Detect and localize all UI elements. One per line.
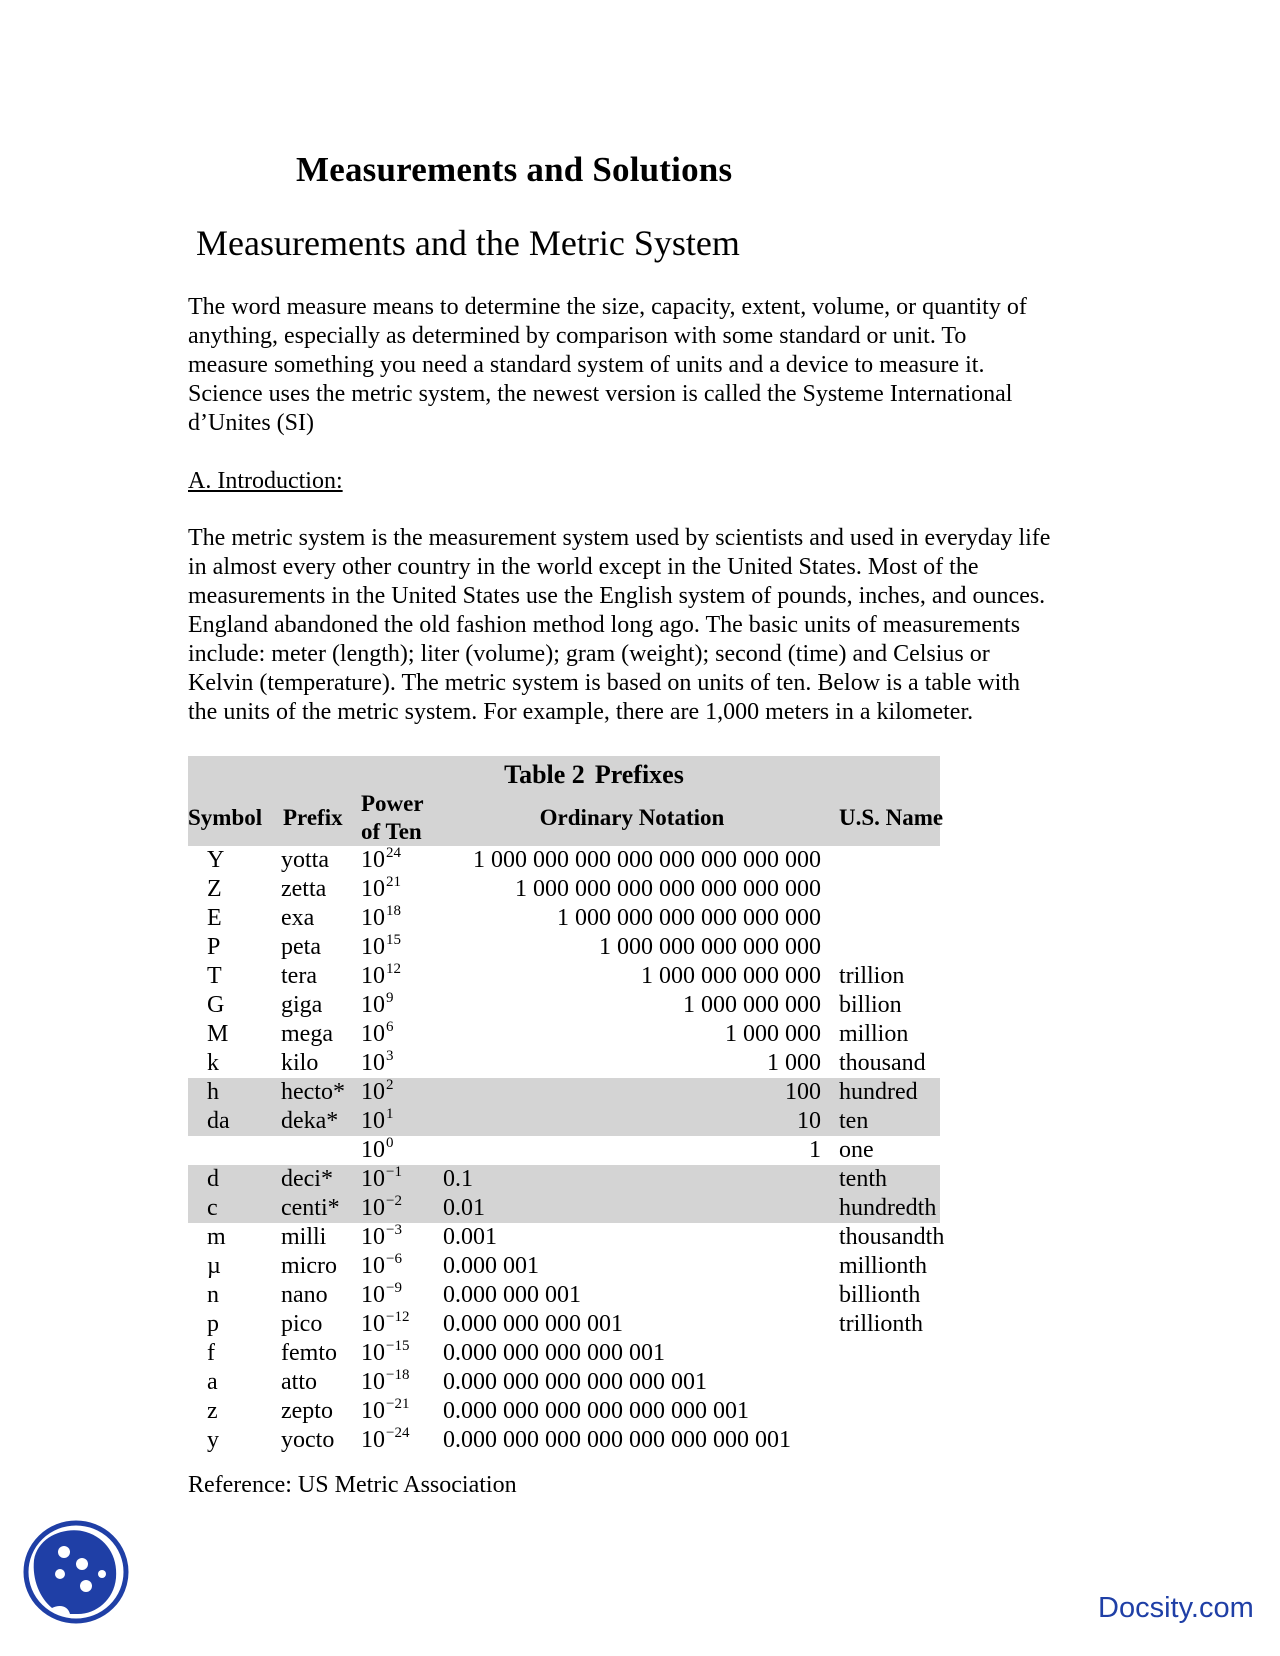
cell-us-name: trillion <box>839 963 905 989</box>
table-row <box>188 1339 940 1368</box>
table-row <box>188 1020 940 1049</box>
cell-power <box>361 875 443 904</box>
cell-ordinary: 0.1 <box>443 1166 473 1192</box>
power-exponent: −21 <box>386 1396 410 1412</box>
cell-us-name: tenth <box>839 1166 887 1192</box>
power-base: 10 <box>361 905 385 931</box>
power-exponent: 0 <box>386 1135 394 1151</box>
docsity-logo-icon <box>20 1516 132 1628</box>
table-row <box>188 875 940 904</box>
cell-symbol: M <box>207 1021 229 1047</box>
power-exponent: 3 <box>386 1048 394 1064</box>
section-line: include: meter (length); liter (volume); gram (weight); second (time) and Celsius or <box>188 641 990 667</box>
cell-power <box>361 1310 443 1339</box>
cell-prefix: yocto <box>281 1427 335 1453</box>
cell-power <box>361 1252 443 1281</box>
cell-prefix: peta <box>281 934 321 960</box>
cell-symbol: k <box>207 1050 219 1076</box>
cell-symbol: f <box>207 1340 215 1366</box>
cell-ordinary: 1 000 <box>767 1050 821 1076</box>
power-exponent: 6 <box>386 1019 394 1035</box>
power-exponent: 9 <box>386 990 394 1006</box>
cell-symbol: µ <box>207 1253 221 1279</box>
power-exponent: −12 <box>386 1309 410 1325</box>
power-exponent: −2 <box>386 1193 402 1209</box>
cell-symbol: da <box>207 1108 230 1134</box>
cell-us-name: trillionth <box>839 1311 923 1337</box>
table-row <box>188 904 940 933</box>
power-base: 10 <box>361 1021 385 1047</box>
table-row <box>188 962 940 991</box>
power-exponent: −18 <box>386 1367 410 1383</box>
power-base: 10 <box>361 1427 385 1453</box>
cell-prefix: tera <box>281 963 317 989</box>
section-line: The metric system is the measurement system used by scientists and used in everyday life <box>188 525 1051 551</box>
page-subtitle: Measurements and the Metric System <box>196 223 740 263</box>
header-power-line2: of Ten <box>361 819 422 844</box>
cell-power <box>361 1194 443 1223</box>
cell-us-name <box>821 875 940 904</box>
cell-ordinary: 1 000 000 000 000 000 000 000 000 <box>473 847 821 873</box>
power-exponent: −1 <box>386 1164 402 1180</box>
power-base: 10 <box>361 1224 385 1250</box>
cell-prefix: femto <box>281 1340 337 1366</box>
table-body <box>188 845 945 1455</box>
power-exponent: 21 <box>386 874 401 890</box>
cell-ordinary: 1 000 000 000 000 000 000 <box>557 905 821 931</box>
power-base: 10 <box>361 1369 385 1395</box>
cell-ordinary: 0.000 000 000 001 <box>443 1311 623 1337</box>
cell-power <box>361 1165 443 1194</box>
cell-ordinary: 0.000 000 000 000 000 001 <box>443 1369 707 1395</box>
cell-us-name <box>821 904 940 933</box>
cell-power <box>361 1426 443 1455</box>
table-row <box>188 1426 940 1455</box>
power-base: 10 <box>361 1398 385 1424</box>
cell-symbol: G <box>207 992 225 1018</box>
cell-symbol: T <box>207 963 222 989</box>
page-title: Measurements and Solutions <box>296 150 733 189</box>
power-base: 10 <box>361 1282 385 1308</box>
intro-paragraph <box>188 293 1027 438</box>
cell-us-name <box>821 1426 940 1455</box>
cell-power <box>361 1049 443 1078</box>
cell-us-name: billionth <box>839 1282 921 1308</box>
cell-us-name: million <box>839 1021 909 1047</box>
table-row <box>188 1107 940 1136</box>
power-exponent: 24 <box>386 845 401 861</box>
power-exponent: 15 <box>386 932 401 948</box>
table-row <box>188 1252 940 1281</box>
power-base: 10 <box>361 1137 385 1163</box>
cell-power <box>361 846 443 875</box>
table-row <box>188 1222 945 1252</box>
cell-power <box>361 991 443 1020</box>
section-line: in almost every other country in the world except in the United States. Most of the <box>188 554 979 580</box>
power-exponent: −9 <box>386 1280 402 1296</box>
cell-prefix: mega <box>281 1021 333 1047</box>
cell-ordinary: 1 000 000 000 000 <box>641 963 821 989</box>
power-base: 10 <box>361 847 385 873</box>
cell-us-name: hundredth <box>839 1195 937 1221</box>
cell-ordinary: 1 000 000 000 000 000 000 000 <box>515 876 821 902</box>
power-base: 10 <box>361 1166 385 1192</box>
power-base: 10 <box>361 1253 385 1279</box>
cell-power <box>361 1281 443 1310</box>
cell-symbol: d <box>207 1166 219 1192</box>
power-exponent: −3 <box>386 1222 402 1238</box>
power-base: 10 <box>361 963 385 989</box>
cell-power <box>361 1107 443 1136</box>
section-paragraph <box>188 524 1050 727</box>
table-row <box>188 1310 940 1339</box>
cell-us-name: thousand <box>839 1050 926 1076</box>
cell-us-name: millionth <box>839 1253 928 1279</box>
cell-symbol: p <box>207 1311 219 1337</box>
table-row <box>188 1165 940 1194</box>
cell-symbol: m <box>207 1224 226 1250</box>
cell-ordinary: 0.000 000 000 000 001 <box>443 1340 665 1366</box>
cell-prefix: pico <box>281 1311 323 1337</box>
cell-power <box>361 1020 443 1049</box>
power-exponent: 12 <box>386 961 401 977</box>
power-base: 10 <box>361 876 385 902</box>
cell-ordinary: 100 <box>785 1079 821 1105</box>
cell-power <box>361 962 443 991</box>
cell-power <box>361 1078 443 1107</box>
docsity-brand-link[interactable]: Docsity.com <box>1098 1592 1254 1624</box>
cell-prefix <box>281 1136 361 1165</box>
table-row <box>188 1397 940 1426</box>
cell-ordinary: 0.000 000 001 <box>443 1282 581 1308</box>
cell-symbol: h <box>207 1079 219 1105</box>
cell-prefix: nano <box>281 1282 328 1308</box>
table-row <box>188 846 940 875</box>
table-row <box>188 991 940 1020</box>
table-row <box>188 1136 940 1165</box>
cell-prefix: zetta <box>281 876 327 902</box>
section-line: England abandoned the old fashion method long ago. The basic units of measurements <box>188 612 1021 638</box>
cell-power <box>361 1339 443 1368</box>
power-exponent: 2 <box>386 1077 394 1093</box>
section-line: measurements in the United States use the English system of pounds, inches, and ounces. <box>188 583 1046 609</box>
prefixes-table <box>188 756 945 1455</box>
cell-symbol: z <box>207 1398 218 1424</box>
section-line: the units of the metric system. For example, there are 1,000 meters in a kilometer. <box>188 699 974 725</box>
cell-us-name <box>821 1339 940 1368</box>
power-base: 10 <box>361 1195 385 1221</box>
cell-power <box>361 1136 443 1165</box>
cell-symbol: n <box>207 1282 219 1308</box>
cell-prefix: zepto <box>281 1398 333 1424</box>
header-ordinary: Ordinary Notation <box>539 805 725 830</box>
cell-us-name: thousandth <box>839 1224 945 1250</box>
cell-symbol: Y <box>207 847 225 873</box>
cell-us-name <box>821 846 940 875</box>
cell-prefix: milli <box>281 1224 327 1250</box>
cell-prefix: micro <box>281 1253 337 1279</box>
cell-power <box>361 1368 443 1397</box>
power-base: 10 <box>361 1050 385 1076</box>
power-base: 10 <box>361 1340 385 1366</box>
cell-us-name: ten <box>839 1108 869 1134</box>
cell-prefix: yotta <box>281 847 329 873</box>
table-header-row <box>188 790 944 846</box>
cell-ordinary: 1 000 000 000 000 000 <box>599 934 821 960</box>
cell-symbol: E <box>207 905 222 931</box>
cell-power <box>361 1223 443 1252</box>
power-base: 10 <box>361 992 385 1018</box>
cell-us-name <box>821 1368 940 1397</box>
cell-ordinary: 1 000 000 000 <box>683 992 821 1018</box>
cell-symbol <box>188 1136 281 1165</box>
header-power-line1: Power <box>361 791 424 816</box>
cell-symbol: c <box>207 1195 218 1221</box>
table-caption <box>188 756 940 790</box>
power-exponent: −15 <box>386 1338 410 1354</box>
table-row <box>188 1194 940 1223</box>
table-caption-label: Table 2 <box>504 760 585 789</box>
cell-ordinary: 0.001 <box>443 1224 497 1250</box>
power-exponent: −24 <box>386 1425 410 1441</box>
table-row <box>188 1281 940 1310</box>
cell-prefix: giga <box>281 992 323 1018</box>
section-line: Kelvin (temperature). The metric system is based on units of ten. Below is a table with <box>188 670 1021 696</box>
cell-us-name: hundred <box>839 1079 918 1105</box>
cell-power <box>361 1397 443 1426</box>
table-row <box>188 1049 940 1078</box>
power-base: 10 <box>361 1079 385 1105</box>
section-heading: A. Introduction: <box>188 468 343 494</box>
cell-symbol: P <box>207 934 221 960</box>
cell-ordinary: 0.01 <box>443 1195 485 1221</box>
cell-prefix: deci* <box>281 1166 333 1192</box>
intro-line: The word measure means to determine the size, capacity, extent, volume, or quantity of <box>188 294 1027 320</box>
header-symbol: Symbol <box>188 805 263 830</box>
intro-line: measure something you need a standard system of units and a device to measure it. <box>188 352 985 378</box>
cell-symbol: Z <box>207 876 222 902</box>
cell-symbol: a <box>207 1369 218 1395</box>
cell-symbol: y <box>207 1427 219 1453</box>
intro-line: d’Unites (SI) <box>188 410 314 436</box>
cell-prefix: hecto* <box>281 1079 345 1105</box>
cell-power <box>361 933 443 962</box>
cell-us-name <box>821 933 940 962</box>
cell-ordinary: 10 <box>797 1108 821 1134</box>
cell-prefix: deka* <box>281 1108 339 1134</box>
table-caption-title: Prefixes <box>594 760 684 789</box>
power-base: 10 <box>361 1311 385 1337</box>
table-row <box>188 1368 940 1397</box>
power-exponent: 18 <box>386 903 401 919</box>
intro-line: anything, especially as determined by comparison with some standard or unit. To <box>188 323 967 349</box>
header-prefix: Prefix <box>283 805 343 830</box>
cell-prefix: centi* <box>281 1195 340 1221</box>
header-power <box>361 790 443 846</box>
cell-ordinary: 0.000 001 <box>443 1253 539 1279</box>
cell-ordinary: 0.000 000 000 000 000 000 000 001 <box>443 1427 791 1453</box>
cell-ordinary: 1 000 000 <box>725 1021 821 1047</box>
power-exponent: 1 <box>386 1106 394 1122</box>
intro-line: Science uses the metric system, the newest version is called the Systeme International <box>188 381 1013 407</box>
table-row <box>188 933 940 962</box>
cell-us-name <box>821 1397 940 1426</box>
cell-prefix: kilo <box>281 1050 319 1076</box>
table-row <box>188 1078 940 1107</box>
cell-prefix: atto <box>281 1369 317 1395</box>
power-base: 10 <box>361 934 385 960</box>
power-exponent: −6 <box>386 1251 402 1267</box>
reference-note: Reference: US Metric Association <box>188 1472 517 1498</box>
cell-ordinary: 0.000 000 000 000 000 000 001 <box>443 1398 749 1424</box>
cell-us-name: one <box>839 1137 874 1163</box>
cell-us-name: billion <box>839 992 902 1018</box>
cell-power <box>361 904 443 933</box>
cell-ordinary: 1 <box>809 1137 821 1163</box>
cell-prefix: exa <box>281 905 315 931</box>
header-us-name: U.S. Name <box>839 805 944 830</box>
power-base: 10 <box>361 1108 385 1134</box>
